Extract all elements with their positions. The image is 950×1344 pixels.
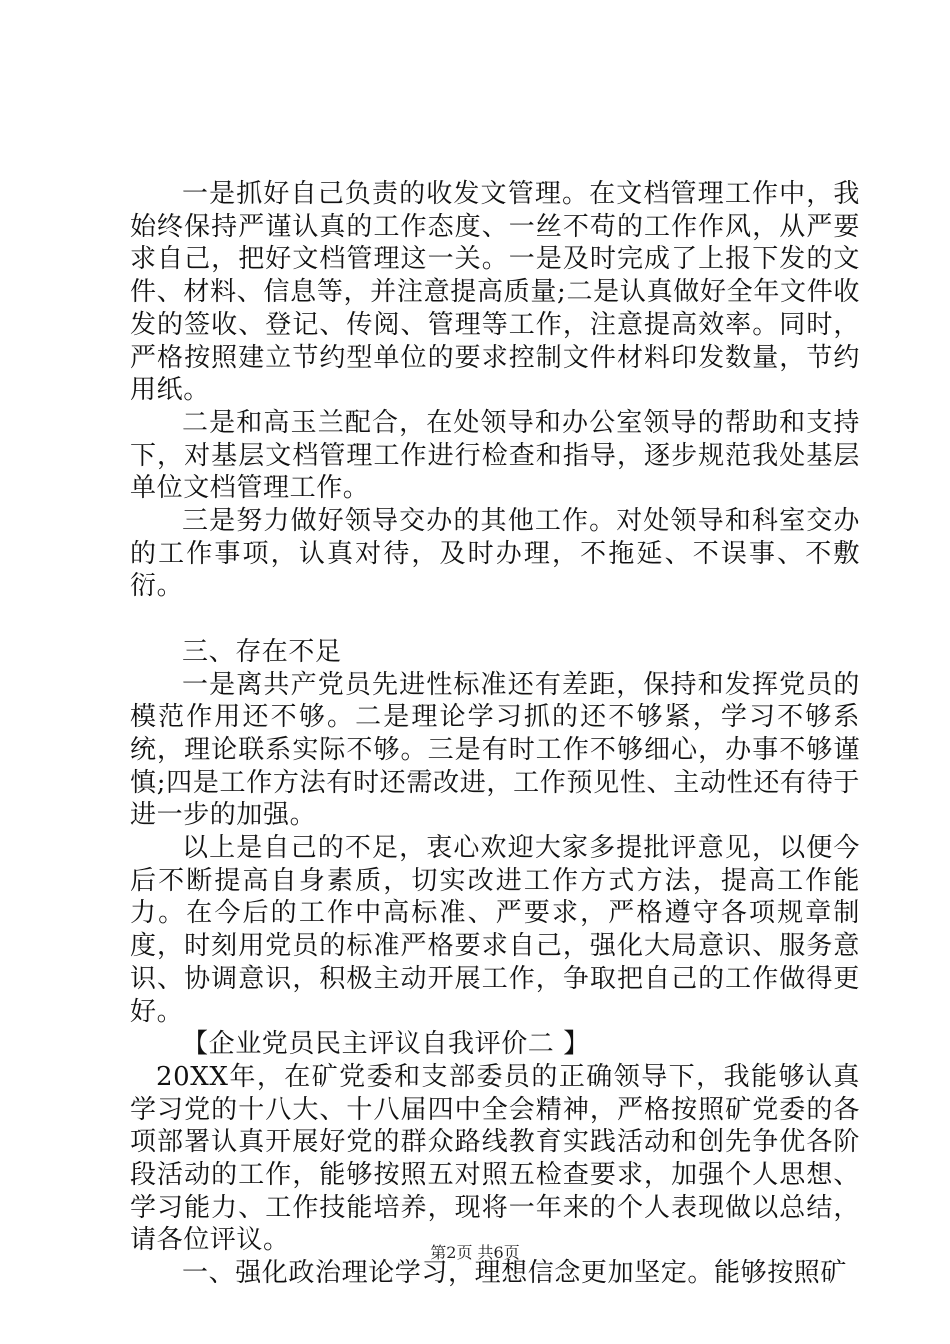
paragraph-cooperation: 二是和高玉兰配合，在处领导和办公室领导的帮助和支持下，对基层文档管理工作进行检查和指导，逐步规范我处基层单位文档管理工作。	[130, 407, 860, 504]
paragraph-other-work: 三是努力做好领导交办的其他工作。对处领导和科室交办的工作事项，认真对待，及时办理，不拖延、不误事、不敷衍。	[130, 506, 860, 602]
paragraph-intro-year: 20XX年，在矿党委和支部委员的正确领导下，我能够认真学习党的十八大、十八届四中全会精神，严格按照矿党委的各项部署认真开展好党的群众路线教育实践活动和创先争优各阶段活动的工作，能够按照五对照五检查要求，加强个人思想、学习能力、工作技能培养，现将一年来的个人表现做以总结，请各位评议。	[130, 1061, 860, 1256]
paragraph-document-management: 一是抓好自己负责的收发文管理。在文档管理工作中，我始终保持严谨认真的工作态度、一丝不苟的工作作风，从严要求自己，把好文档管理这一关。一是及时完成了上报下发的文件、材料、信息等，并注意提高质量;二是认真做好全年文件收发的签收、登记、传阅、管理等工作，注意提高效率。同时，严格按照建立节约型单位的要求控制文件材料印发数量，节约用纸。	[130, 179, 860, 406]
section-subtitle: 【企业党员民主评议自我评价二 】	[182, 1029, 590, 1060]
blank-line	[130, 603, 860, 636]
page-footer: 第2页 共6页	[430, 1243, 520, 1262]
paragraph-shortcomings: 一是离共产党员先进性标准还有差距，保持和发挥党员的模范作用还不够。二是理论学习抓的还不够紧，学习不够系统，理论联系实际不够。三是有时工作不够细心，办事不够谨慎;四是工作方法有时还需改进，工作预见性、主动性还有待于进一步的加强。	[130, 669, 860, 831]
document-body	[130, 178, 860, 1290]
paragraph-conclusion: 以上是自己的不足，衷心欢迎大家多提批评意见，以便今后不断提高自身素质，切实改进工作方式方法，提高工作能力。在今后的工作中高标准、严要求，严格遵守各项规章制度，时刻用党员的标准严格要求自己，强化大局意识、服务意识、协调意识，积极主动开展工作，争取把自己的工作做得更好。	[130, 833, 860, 1027]
section-heading-shortcomings: 三、存在不足	[182, 636, 342, 667]
paragraph-political-study: 一、强化政治理论学习，理想信念更加坚定。能够按照矿	[182, 1258, 848, 1289]
